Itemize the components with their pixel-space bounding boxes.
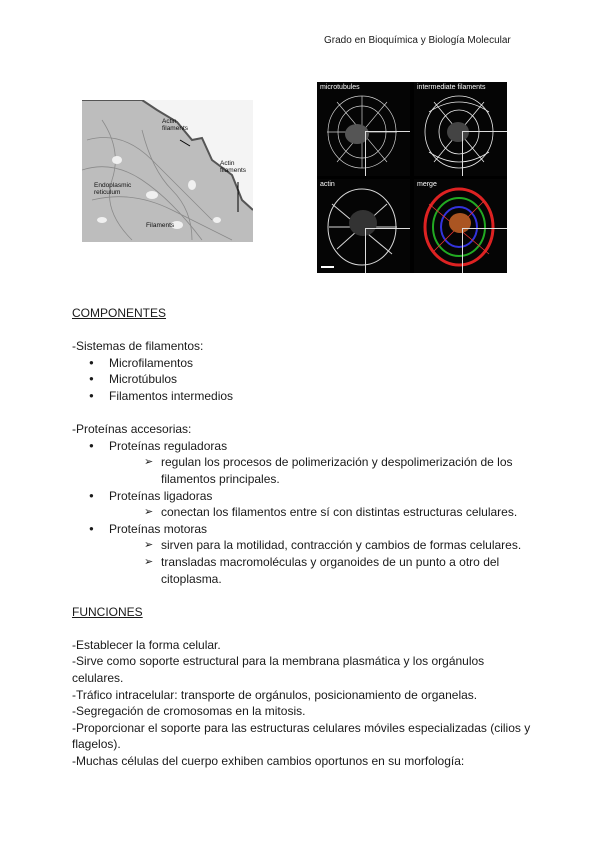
item-label: Proteínas motoras [109,521,208,536]
panel-actin [317,179,410,273]
label-filaments: Filaments [146,222,175,229]
panel-label-actin: actin [320,181,335,188]
fluorescence-figure [317,82,507,273]
panel-label-merge: merge [417,181,437,188]
panel-label-intermediate-filaments: intermediate filaments [417,84,486,91]
panel-merge [414,179,507,273]
funcion-line: -Muchas células del cuerpo exhiben cambios oportunos en su morfología: [72,754,465,769]
section-title-funciones: FUNCIONES [72,604,143,619]
label-actin-filaments-right: Actin filaments [220,160,247,174]
electron-micrograph-figure [82,100,253,242]
panel-intermediate-filaments [414,82,507,176]
heading-sistemas: -Sistemas de filamentos: [72,339,204,354]
item-label: Proteínas reguladoras [109,438,228,453]
panel-label-microtubules: microtubules [320,84,360,91]
list-item [72,488,532,521]
inset-box [462,131,507,176]
sub-item: ➢ transladas macromoléculas y organoides de un punto a otro del citoplasma. [144,554,532,587]
list-item [72,521,532,587]
funcion-line: -Proporcionar el soporte para las estructuras celulares móviles especializadas (cilios y flagelos). [72,720,531,752]
list-sistemas [72,355,532,405]
label-endoplasmic-reticulum: Endoplasmic reticulum [94,182,132,196]
funcion-line: -Establecer la forma celular. [72,637,221,652]
list-item: ● Microtúbulos [72,371,532,388]
funcion-line: -Sirve como soporte estructural para la membrana plasmática y los orgánulos celulares. [72,654,485,686]
sublist [109,504,532,521]
heading-proteinas: -Proteínas accesorias: [72,422,192,437]
list-proteinas [72,438,532,587]
sublist [109,454,532,487]
item-label: Proteínas ligadoras [109,488,213,503]
scale-bar [321,266,334,268]
sub-item: ➢ conectan los filamentos entre sí con distintas estructuras celulares. [144,504,532,521]
page-header: Grado en Bioquímica y Biología Molecular [324,35,511,46]
sublist [109,537,532,587]
section-title-componentes: COMPONENTES [72,306,167,320]
sub-item: ➢ sirven para la motilidad, contracción y cambios de formas celulares. [144,537,532,554]
inset-box [365,228,410,273]
list-item [72,438,532,488]
inset-box [462,228,507,273]
panel-microtubules [317,82,410,176]
list-item: ● Filamentos intermedios [72,388,532,405]
list-item: ● Microfilamentos [72,355,532,372]
document-body [72,305,532,770]
funcion-line: -Tráfico intracelular: transporte de orgánulos, posicionamiento de organelas. [72,687,478,702]
inset-box [365,131,410,176]
sub-item: ➢ regulan los procesos de polimerización y despolimerización de los filamentos principales. [144,454,532,487]
funcion-line: -Segregación de cromosomas en la mitosis. [72,704,306,719]
label-actin-filaments-top: Actin filaments [162,118,189,132]
